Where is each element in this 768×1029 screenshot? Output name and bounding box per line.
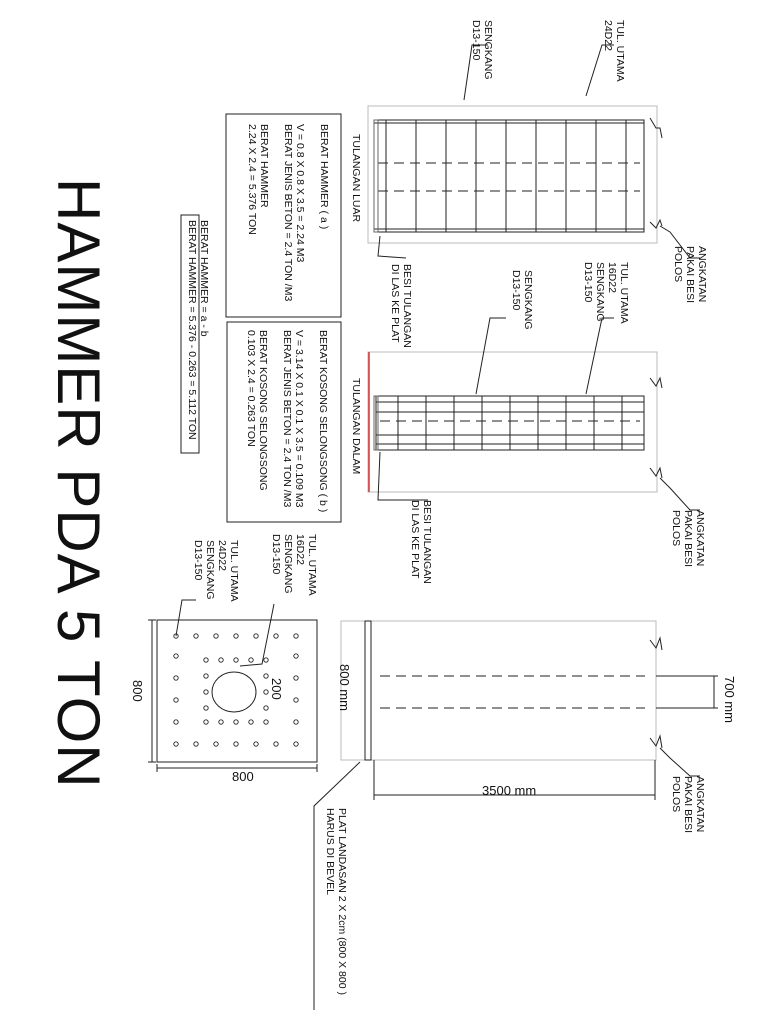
outer-bar-dot bbox=[174, 720, 178, 724]
outer-bar-dot bbox=[174, 698, 178, 702]
outer-weld-label: BESI TULANGAN DI LAS KE PLAT bbox=[389, 264, 413, 348]
inner-caption: TULANGAN DALAM bbox=[350, 378, 362, 475]
calc-b-weight: 0.103 X 2.4 = 0.263 TON bbox=[245, 330, 257, 447]
outer-bar-dot bbox=[234, 634, 238, 638]
outer-main-label: TUL. UTAMA 24D22 bbox=[602, 20, 626, 82]
inner-bar-dot bbox=[204, 658, 208, 662]
outer-lifting-hook bbox=[650, 118, 662, 138]
outer-bar-dot bbox=[194, 634, 198, 638]
outer-bar-dot bbox=[234, 742, 238, 746]
outer-bar-dot bbox=[194, 742, 198, 746]
inner-lifting-hook bbox=[650, 378, 662, 388]
inner-lifting-leader bbox=[660, 478, 700, 510]
inner-main-leader bbox=[586, 318, 614, 394]
outer-cage-frame bbox=[368, 106, 657, 243]
outer-bar-dot bbox=[294, 676, 298, 680]
elevation-base-plate bbox=[365, 621, 371, 760]
inner-bar-dot bbox=[264, 690, 268, 694]
inner-bar-dot bbox=[219, 658, 223, 662]
inner-main-label: TUL. UTAMA 16D22 SENGKANG D13-150 bbox=[582, 262, 630, 324]
calc-a-volume: V = 0.8 X 0.8 X 3.5 = 2.24 M3 bbox=[294, 124, 306, 263]
outer-bar-dot bbox=[294, 654, 298, 658]
drawing-title bbox=[45, 178, 112, 789]
inner-bar-dot bbox=[204, 690, 208, 694]
calc-a-heading: BERAT HAMMER ( a ) bbox=[318, 124, 330, 230]
elevation-length-dimension: 3500 mm bbox=[482, 783, 537, 798]
elevation-offset-dimension: 700 mm bbox=[722, 676, 737, 723]
calc-a-density: BERAT JENIS BETON = 2.4 TON /M3 bbox=[282, 124, 294, 302]
inner-cage-frame bbox=[368, 352, 657, 492]
calc-a-weight-label: BERAT HAMMER bbox=[258, 124, 270, 208]
outer-bar-dot bbox=[294, 634, 298, 638]
outer-bar-dot bbox=[294, 720, 298, 724]
inner-stirrup-leader bbox=[476, 318, 506, 394]
outer-bar-dot bbox=[214, 742, 218, 746]
title-text: HAMMER PDA 5 TON bbox=[45, 178, 112, 789]
calc-b-density: BERAT JENIS BETON = 2.4 TON /M3 bbox=[281, 330, 293, 508]
outer-plate bbox=[374, 120, 378, 232]
outer-bar-dot bbox=[174, 742, 178, 746]
section-width-dimension: 800 bbox=[232, 769, 254, 784]
inner-weld-label: BESI TULANGAN DI LAS KE PLAT bbox=[409, 500, 433, 584]
inner-bar-dot bbox=[204, 706, 208, 710]
calc-b-note bbox=[245, 330, 329, 512]
result-formula: BERAT HAMMER = a - b bbox=[198, 220, 210, 337]
outer-bar-dot bbox=[294, 742, 298, 746]
outer-bar-dot bbox=[254, 634, 258, 638]
inner-bar-dot bbox=[264, 658, 268, 662]
inner-bar-dot bbox=[234, 658, 238, 662]
calc-b-volume: V = 3.14 X 0.1 X 0.1 X 3.5 = 0.109 M3 bbox=[293, 330, 305, 508]
section-inner-main-label: TUL. UTAMA 16D22 SENGKANG D13-150 bbox=[270, 534, 318, 596]
inner-bar-dot bbox=[234, 720, 238, 724]
elevation-width-dimension: 800 mm bbox=[337, 664, 352, 711]
outer-bar-dot bbox=[214, 634, 218, 638]
outer-lifting-label: ANGKATAN PAKAI BESI POLOS bbox=[672, 246, 708, 303]
inner-weld-leader bbox=[378, 452, 428, 500]
outer-lifting-hook bbox=[650, 220, 662, 228]
elevation-lifting-leader bbox=[660, 748, 700, 776]
inner-lifting-label: ANGKATAN PAKAI BESI POLOS bbox=[670, 510, 706, 567]
outer-bar-dot bbox=[274, 634, 278, 638]
inner-bar-dot bbox=[264, 674, 268, 678]
section-outer-leader bbox=[176, 600, 196, 636]
inner-bar-dot bbox=[264, 720, 268, 724]
section-outline bbox=[157, 620, 317, 762]
section-inner-leader bbox=[240, 604, 274, 666]
inner-bar-dot bbox=[264, 706, 268, 710]
inner-bar-dot bbox=[204, 720, 208, 724]
inner-bar-dot bbox=[249, 720, 253, 724]
inner-bar-dot bbox=[249, 658, 253, 662]
outer-bar-dot bbox=[254, 742, 258, 746]
section-hole bbox=[212, 672, 256, 712]
outer-stirrup-label: SENGKANG D13-150 bbox=[470, 20, 494, 80]
section-outer-main-label: TUL. UTAMA 24D22 SENGKANG D13-150 bbox=[192, 540, 240, 602]
inner-lifting-hook bbox=[650, 468, 662, 478]
hole-dimension: 200 bbox=[269, 678, 284, 700]
calc-b-weight-label: BERAT KOSONG SELONGSONG bbox=[257, 330, 269, 491]
result-value: BERAT HAMMER = 5.376 - 0.263 = 5.112 TON bbox=[186, 220, 198, 440]
inner-bar-dot bbox=[204, 674, 208, 678]
inner-stirrup-label: SENGKANG D13-150 bbox=[510, 270, 534, 330]
outer-caption: TULANGAN LUAR bbox=[350, 134, 362, 223]
outer-bar-dot bbox=[274, 742, 278, 746]
outer-cage-body bbox=[374, 120, 644, 232]
result-note bbox=[186, 220, 210, 440]
base-plate-label: PLAT LANDASAN 2 X 2cm (800 X 800 ) HARUS DI BEVEL bbox=[324, 808, 348, 995]
outer-bar-dot bbox=[174, 676, 178, 680]
calc-a-weight: 2.24 X 2.4 = 5.376 TON bbox=[246, 124, 258, 235]
calc-b-heading: BERAT KOSONG SELONGSONG ( b ) bbox=[317, 330, 329, 513]
elevation-frame bbox=[341, 621, 656, 760]
section-depth-dimension: 800 bbox=[130, 680, 145, 702]
outer-bar-dot bbox=[174, 654, 178, 658]
calc-a-note bbox=[246, 124, 330, 301]
inner-bar-dot bbox=[219, 720, 223, 724]
outer-bar-dot bbox=[294, 698, 298, 702]
elevation-lifting-label: ANGKATAN PAKAI BESI POLOS bbox=[670, 776, 706, 833]
outer-weld-leader bbox=[378, 236, 406, 258]
